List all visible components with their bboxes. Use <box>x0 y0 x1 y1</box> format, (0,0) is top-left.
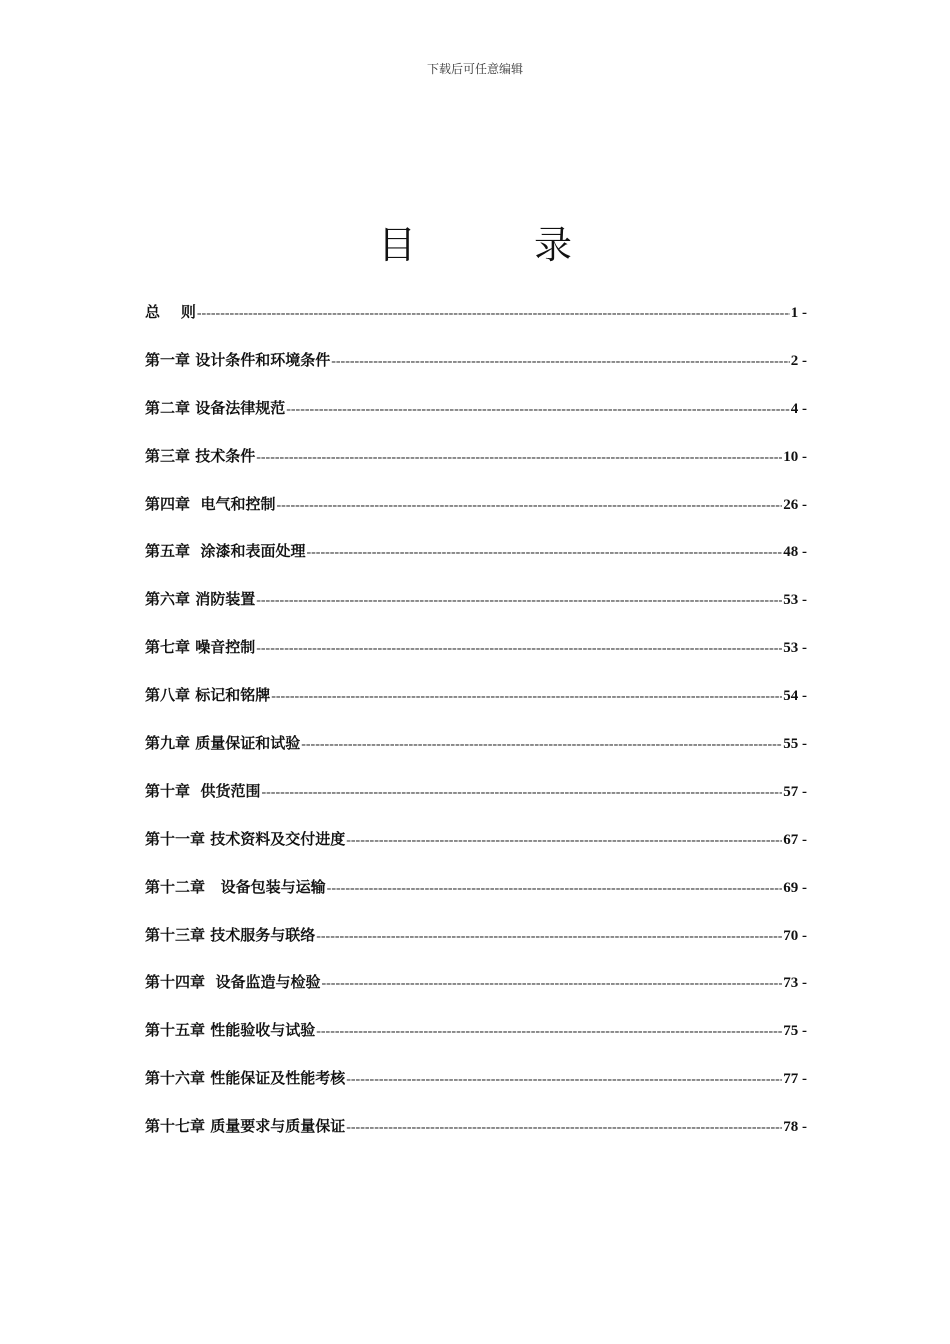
toc-item-page: 54 - <box>783 688 807 705</box>
toc-leader <box>346 1120 782 1136</box>
toc-item-page: 53 - <box>783 592 807 609</box>
toc-item-page: 69 - <box>783 879 807 896</box>
toc-leader <box>256 641 782 657</box>
toc-item-label: 第一章 设计条件和环境条件 <box>145 350 331 369</box>
toc-leader <box>346 833 782 849</box>
toc-leader <box>197 306 790 322</box>
toc-item[interactable] <box>145 1019 807 1067</box>
toc-item[interactable] <box>145 540 807 588</box>
toc-title <box>0 214 950 269</box>
toc-item-page: 78 - <box>783 1119 807 1136</box>
toc-item[interactable] <box>145 1115 807 1163</box>
toc-item-page: 48 - <box>783 544 807 561</box>
toc-item-page: 77 - <box>783 1071 807 1088</box>
toc-leader <box>271 689 782 705</box>
toc-item-page: 73 - <box>783 975 807 992</box>
toc-leader <box>301 737 782 753</box>
toc-item-label: 第十六章 性能保证及性能考核 <box>145 1069 346 1088</box>
toc-item[interactable] <box>145 588 807 636</box>
toc-item[interactable] <box>145 876 807 924</box>
toc-item-label: 第十二章 设备包装与运输 <box>145 877 326 896</box>
toc-item-page: 4 - <box>790 400 807 417</box>
toc-item-label: 第十一章 技术资料及交付进度 <box>145 829 346 848</box>
toc-item-page: 10 - <box>783 448 807 465</box>
toc-item-page: 75 - <box>783 1023 807 1040</box>
toc-leader <box>316 1024 782 1040</box>
toc-item[interactable] <box>145 301 807 349</box>
toc-title-left: 目 <box>377 223 416 267</box>
toc-item[interactable] <box>145 732 807 780</box>
toc-item-page: 26 - <box>783 496 807 513</box>
toc-item-page: 70 - <box>783 927 807 944</box>
toc-item-label: 第八章 标记和铭牌 <box>145 686 271 705</box>
toc-leader <box>256 593 782 609</box>
toc-item-label: 第十五章 性能验收与试验 <box>145 1021 316 1040</box>
toc-leader <box>346 1072 782 1088</box>
toc-title-right: 录 <box>534 223 573 267</box>
toc-item-label: 第六章 消防装置 <box>145 590 256 609</box>
toc-item[interactable] <box>145 1067 807 1115</box>
toc-item[interactable] <box>145 636 807 684</box>
toc-item[interactable] <box>145 493 807 541</box>
toc-item[interactable] <box>145 780 807 828</box>
toc-item-page: 57 - <box>783 783 807 800</box>
toc-item-label: 第五章 涂漆和表面处理 <box>145 542 306 561</box>
toc-item-page: 67 - <box>783 831 807 848</box>
toc-item[interactable] <box>145 445 807 493</box>
toc-item[interactable] <box>145 349 807 397</box>
toc-item[interactable] <box>145 971 807 1019</box>
toc-item[interactable] <box>145 924 807 972</box>
toc-leader <box>261 785 782 801</box>
toc-item-label: 第九章 质量保证和试验 <box>145 734 301 753</box>
toc-item[interactable] <box>145 828 807 876</box>
toc-leader <box>327 881 783 897</box>
toc-leader <box>276 498 782 514</box>
toc-list <box>145 301 807 1163</box>
toc-item-label: 第十三章 技术服务与联络 <box>145 925 316 944</box>
toc-item-label: 第三章 技术条件 <box>145 446 256 465</box>
toc-item-label: 第十章 供货范围 <box>145 781 261 800</box>
toc-item-label: 第七章 噪音控制 <box>145 638 256 657</box>
toc-item-page: 55 - <box>783 736 807 753</box>
toc-item-label: 第四章 电气和控制 <box>145 494 276 513</box>
toc-leader <box>331 354 790 370</box>
toc-leader <box>316 929 782 945</box>
toc-item[interactable] <box>145 684 807 732</box>
toc-item-page: 2 - <box>790 352 807 369</box>
toc-leader <box>321 976 782 992</box>
toc-item-label: 第十四章 设备监造与检验 <box>145 973 321 992</box>
toc-leader <box>256 450 782 466</box>
toc-item[interactable] <box>145 397 807 445</box>
header-note: 下载后可任意编辑 <box>426 62 523 76</box>
toc-item-page: 53 - <box>783 640 807 657</box>
toc-item-label: 第十七章 质量要求与质量保证 <box>145 1117 346 1136</box>
toc-item-label: 第二章 设备法律规范 <box>145 398 286 417</box>
toc-leader <box>286 402 790 418</box>
toc-item-label: 总 则 <box>145 303 196 321</box>
toc-leader <box>306 545 782 561</box>
toc-item-page: 1 - <box>790 305 807 321</box>
